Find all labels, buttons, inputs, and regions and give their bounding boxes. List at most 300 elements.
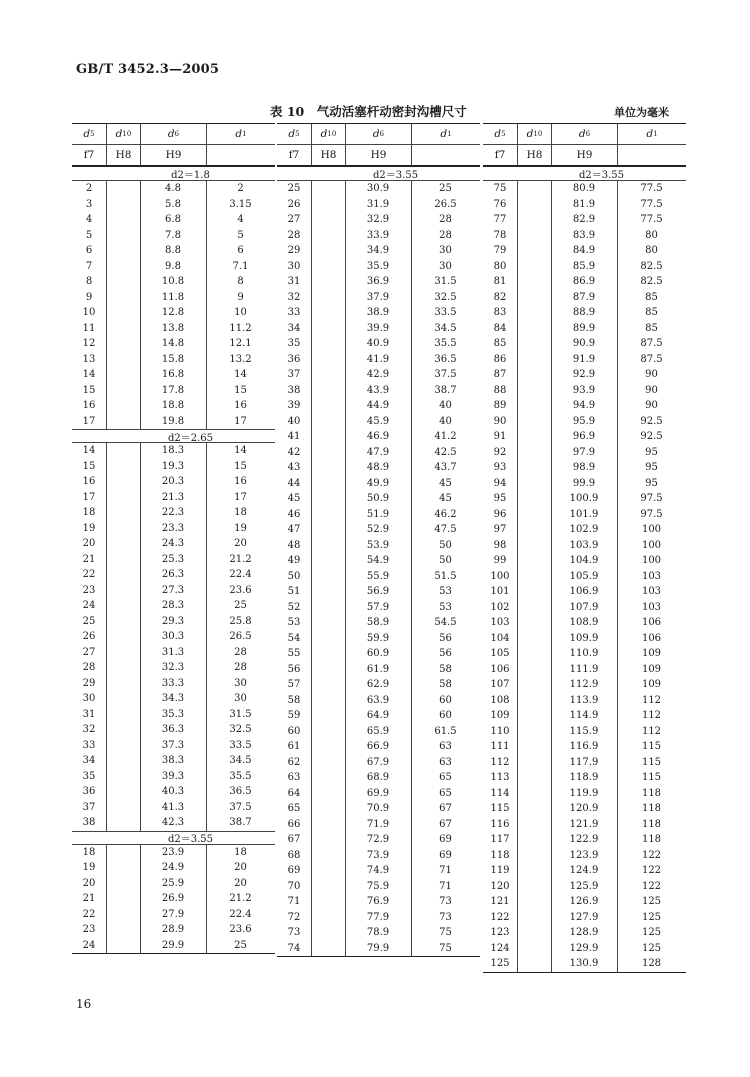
table-row — [72, 567, 275, 583]
table-row — [483, 336, 686, 352]
d1-cell: 90 — [645, 384, 658, 396]
d5-cell: 57 — [287, 679, 301, 691]
d5-cell: 105 — [490, 648, 510, 660]
d10-cell — [311, 894, 345, 910]
d10-cell — [517, 956, 551, 972]
d5-cell: 24 — [82, 939, 96, 951]
d6-cell: 111.9 — [569, 663, 599, 675]
d6-cell: 129.9 — [569, 942, 599, 954]
d5-cell: 28 — [82, 662, 96, 674]
table-row — [483, 398, 686, 414]
d6-cell: 25.9 — [161, 877, 185, 889]
table-row — [483, 321, 686, 337]
d10-cell — [517, 569, 551, 585]
table-row — [277, 212, 480, 228]
d10-cell — [517, 770, 551, 786]
group-rows — [72, 181, 275, 429]
d5-cell: 14 — [82, 369, 96, 381]
d6-cell: 125.9 — [569, 880, 599, 892]
d1-cell: 125 — [641, 911, 662, 923]
d10-cell — [517, 801, 551, 817]
table-row — [277, 755, 480, 771]
column-header: d 1 — [206, 124, 275, 144]
table-row — [483, 615, 686, 631]
d10-cell — [106, 536, 140, 552]
table-row — [483, 817, 686, 833]
table-row — [483, 352, 686, 368]
group-header: d2＝3.55 — [277, 167, 480, 181]
d6-cell: 118.9 — [569, 772, 599, 784]
table-row — [277, 476, 480, 492]
d1-cell: 30 — [439, 245, 452, 257]
d5-cell: 39 — [287, 400, 301, 412]
d1-cell: 25 — [234, 600, 247, 612]
table-row — [483, 910, 686, 926]
table-row — [72, 536, 275, 552]
d6-cell: 49.9 — [366, 477, 390, 489]
d10-cell — [311, 274, 345, 290]
d10-cell — [311, 739, 345, 755]
table-row — [277, 460, 480, 476]
d1-cell: 31.5 — [229, 708, 252, 720]
d6-cell: 102.9 — [569, 524, 599, 536]
d1-cell: 115 — [641, 772, 662, 784]
d5-cell: 69 — [287, 865, 301, 877]
d1-cell: 122 — [641, 865, 662, 877]
d10-cell — [517, 724, 551, 740]
d1-cell: 100 — [641, 524, 662, 536]
d5-cell: 8 — [85, 276, 93, 288]
d1-cell: 33.5 — [434, 307, 457, 319]
d10-cell — [517, 817, 551, 833]
d6-cell: 26.9 — [161, 893, 185, 905]
table-row — [72, 443, 275, 459]
d10-cell — [311, 786, 345, 802]
d6-cell: 33.3 — [161, 677, 185, 689]
d1-cell: 77.5 — [640, 183, 663, 195]
table-row — [72, 505, 275, 521]
d1-cell: 14 — [234, 445, 247, 457]
d6-cell: 12.8 — [161, 307, 185, 319]
d5-cell: 108 — [490, 694, 510, 706]
d1-cell: 30 — [234, 677, 247, 689]
d1-cell: 30 — [234, 693, 247, 705]
d6-cell: 87.9 — [572, 291, 596, 303]
d6-cell: 33.9 — [366, 229, 390, 241]
table-row — [483, 553, 686, 569]
d10-cell — [311, 367, 345, 383]
d1-cell: 32.5 — [229, 724, 252, 736]
d10-cell — [311, 600, 345, 616]
d6-cell: 5.8 — [165, 198, 181, 210]
d1-cell: 125 — [641, 927, 662, 939]
d10-cell — [106, 243, 140, 259]
d10-cell — [311, 615, 345, 631]
d10-cell — [517, 259, 551, 275]
d5-cell: 29 — [287, 245, 301, 257]
d5-cell: 23 — [82, 584, 96, 596]
d5-cell: 59 — [287, 710, 301, 722]
d1-cell: 100 — [641, 555, 662, 567]
d6-cell: 21.3 — [161, 491, 185, 503]
table-panel-3 — [483, 123, 686, 973]
d1-cell: 92.5 — [640, 431, 663, 443]
table-row — [483, 507, 686, 523]
d10-cell — [106, 784, 140, 800]
d5-cell: 73 — [287, 927, 301, 939]
d5-cell: 25 — [82, 615, 96, 627]
table-row — [483, 491, 686, 507]
d6-cell: 40.3 — [161, 786, 185, 798]
d5-cell: 114 — [490, 787, 510, 799]
d10-cell — [517, 398, 551, 414]
table-row — [72, 722, 275, 738]
d1-cell: 103 — [641, 601, 662, 613]
d6-cell: 24.3 — [161, 538, 185, 550]
d10-cell — [106, 459, 140, 475]
d6-cell: 67.9 — [366, 756, 390, 768]
d5-cell: 34 — [82, 755, 96, 767]
d6-cell: 31.3 — [161, 646, 185, 658]
d5-cell: 117 — [490, 834, 510, 846]
d1-cell: 45 — [439, 477, 452, 489]
d1-cell: 3.15 — [229, 198, 252, 210]
d5-cell: 123 — [490, 927, 510, 939]
d1-cell: 16 — [234, 400, 247, 412]
d5-cell: 99 — [493, 555, 507, 567]
d10-cell — [517, 631, 551, 647]
d6-cell: 41.9 — [366, 353, 390, 365]
table-row — [483, 274, 686, 290]
d10-cell — [311, 925, 345, 941]
table-row — [72, 753, 275, 769]
d5-cell: 79 — [493, 245, 507, 257]
d5-cell: 20 — [82, 538, 96, 550]
table-row — [277, 708, 480, 724]
d10-cell — [517, 522, 551, 538]
d10-cell — [106, 490, 140, 506]
d1-cell: 95 — [645, 462, 658, 474]
d5-cell: 7 — [85, 260, 93, 272]
d1-cell: 58 — [439, 679, 452, 691]
table-row — [483, 693, 686, 709]
d1-cell: 28 — [234, 662, 247, 674]
d5-cell: 81 — [493, 276, 507, 288]
d1-cell: 26.5 — [229, 631, 252, 643]
d5-cell: 60 — [287, 725, 301, 737]
d1-cell: 87.5 — [640, 353, 663, 365]
d10-cell — [311, 197, 345, 213]
d6-cell: 54.9 — [366, 555, 390, 567]
d1-cell: 12.1 — [229, 338, 252, 350]
table-row — [72, 305, 275, 321]
d1-cell: 73 — [439, 911, 452, 923]
d1-cell: 45 — [439, 493, 452, 505]
d10-cell — [517, 615, 551, 631]
d6-cell: 72.9 — [366, 834, 390, 846]
d6-cell: 32.3 — [161, 662, 185, 674]
d6-cell: 77.9 — [366, 911, 390, 923]
d10-cell — [311, 414, 345, 430]
d1-cell: 34.5 — [229, 755, 252, 767]
d6-cell: 120.9 — [569, 803, 599, 815]
table-row — [72, 583, 275, 599]
d10-cell — [106, 414, 140, 430]
d5-cell: 43 — [287, 462, 301, 474]
table-row — [483, 367, 686, 383]
table-row — [277, 445, 480, 461]
d10-cell — [106, 598, 140, 614]
d1-cell: 33.5 — [229, 739, 252, 751]
d10-cell — [311, 708, 345, 724]
table-row — [483, 476, 686, 492]
d5-cell: 2 — [85, 183, 93, 195]
column-header: d 6 — [140, 124, 206, 144]
d10-cell — [517, 584, 551, 600]
table-row — [277, 305, 480, 321]
column-header — [411, 145, 480, 165]
table-row — [277, 569, 480, 585]
table-row — [72, 352, 275, 368]
table-row — [483, 925, 686, 941]
d10-cell — [106, 629, 140, 645]
table-row — [483, 894, 686, 910]
d5-cell: 78 — [493, 229, 507, 241]
d1-cell: 30 — [439, 260, 452, 272]
d6-cell: 41.3 — [161, 801, 185, 813]
table-row — [483, 770, 686, 786]
table-row — [277, 367, 480, 383]
d10-cell — [311, 491, 345, 507]
table-row — [277, 693, 480, 709]
d6-cell: 47.9 — [366, 446, 390, 458]
d10-cell — [517, 243, 551, 259]
d5-cell: 26 — [287, 198, 301, 210]
d1-cell: 35.5 — [434, 338, 457, 350]
table-row — [72, 398, 275, 414]
d5-cell: 63 — [287, 772, 301, 784]
d5-cell: 115 — [490, 803, 510, 815]
d10-cell — [311, 305, 345, 321]
d6-cell: 26.3 — [161, 569, 185, 581]
d1-cell: 28 — [234, 646, 247, 658]
d10-cell — [106, 336, 140, 352]
d1-cell: 112 — [641, 694, 662, 706]
d6-cell: 123.9 — [569, 849, 599, 861]
d10-cell — [106, 197, 140, 213]
table-row — [277, 274, 480, 290]
d6-cell: 115.9 — [569, 725, 599, 737]
header-row-tolerances — [483, 145, 686, 167]
d5-cell: 11 — [82, 322, 96, 334]
standard-code: GB/T 3452.3—2005 — [76, 62, 220, 77]
d1-cell: 15 — [234, 460, 247, 472]
column-header: H9 — [140, 145, 206, 165]
d1-cell: 23.6 — [229, 584, 252, 596]
d5-cell: 67 — [287, 834, 301, 846]
table-row — [483, 863, 686, 879]
d6-cell: 112.9 — [569, 679, 599, 691]
d6-cell: 16.8 — [161, 369, 185, 381]
d6-cell: 64.9 — [366, 710, 390, 722]
table-row — [277, 321, 480, 337]
d5-cell: 86 — [493, 353, 507, 365]
d6-cell: 46.9 — [366, 431, 390, 443]
table-row — [277, 879, 480, 895]
header-row-symbols — [483, 124, 686, 145]
d10-cell — [106, 645, 140, 661]
d5-cell: 31 — [287, 276, 301, 288]
d10-cell — [517, 228, 551, 244]
d1-cell: 73 — [439, 896, 452, 908]
table-row — [277, 631, 480, 647]
table-row — [483, 259, 686, 275]
d1-cell: 54.5 — [434, 617, 457, 629]
d6-cell: 11.8 — [161, 291, 185, 303]
d6-cell: 128.9 — [569, 927, 599, 939]
page-number: 16 — [76, 997, 92, 1011]
d1-cell: 16 — [234, 476, 247, 488]
d1-cell: 8 — [237, 276, 244, 288]
table-row — [277, 662, 480, 678]
d1-cell: 13.2 — [229, 353, 252, 365]
d10-cell — [106, 891, 140, 907]
unit-note: 单位为毫米 — [614, 106, 669, 119]
d6-cell: 78.9 — [366, 927, 390, 939]
d1-cell: 65 — [439, 772, 452, 784]
d5-cell: 62 — [287, 756, 301, 768]
d1-cell: 28 — [439, 229, 452, 241]
d6-cell: 59.9 — [366, 632, 390, 644]
d6-cell: 119.9 — [569, 787, 599, 799]
table-row — [277, 770, 480, 786]
d6-cell: 53.9 — [366, 539, 390, 551]
group-rows — [72, 443, 275, 831]
table-row — [277, 507, 480, 523]
table-row — [72, 891, 275, 907]
column-header — [206, 145, 275, 165]
column-header: d 10 — [311, 124, 345, 144]
d5-cell: 91 — [493, 431, 507, 443]
d6-cell: 7.8 — [165, 229, 181, 241]
d6-cell: 23.9 — [161, 846, 185, 858]
d5-cell: 48 — [287, 539, 301, 551]
d10-cell — [517, 181, 551, 197]
table-row — [277, 677, 480, 693]
d1-cell: 9 — [237, 291, 244, 303]
d10-cell — [517, 383, 551, 399]
group-rows — [277, 181, 480, 956]
d6-cell: 83.9 — [572, 229, 596, 241]
d1-cell: 21.2 — [229, 893, 252, 905]
d10-cell — [106, 567, 140, 583]
d1-cell: 118 — [641, 803, 662, 815]
d6-cell: 126.9 — [569, 896, 599, 908]
d6-cell: 35.9 — [366, 260, 390, 272]
table-row — [277, 491, 480, 507]
d6-cell: 48.9 — [366, 462, 390, 474]
d5-cell: 95 — [493, 493, 507, 505]
d10-cell — [311, 181, 345, 197]
d10-cell — [517, 212, 551, 228]
d1-cell: 25.8 — [229, 615, 252, 627]
d5-cell: 100 — [490, 570, 510, 582]
d5-cell: 36 — [287, 353, 301, 365]
d6-cell: 29.9 — [161, 939, 185, 951]
d6-cell: 42.3 — [161, 817, 185, 829]
d1-cell: 115 — [641, 756, 662, 768]
column-header: f7 — [494, 149, 506, 161]
d1-cell: 128 — [641, 958, 662, 970]
d10-cell — [517, 600, 551, 616]
d1-cell: 22.4 — [229, 569, 252, 581]
d6-cell: 18.3 — [161, 445, 185, 457]
d10-cell — [517, 460, 551, 476]
table-row — [277, 894, 480, 910]
table-row — [72, 907, 275, 923]
d5-cell: 54 — [287, 632, 301, 644]
d10-cell — [517, 197, 551, 213]
d6-cell: 18.8 — [161, 400, 185, 412]
d6-cell: 75.9 — [366, 880, 390, 892]
table-row — [72, 552, 275, 568]
d10-cell — [311, 832, 345, 848]
table-row — [277, 925, 480, 941]
table-row — [277, 414, 480, 430]
d10-cell — [311, 910, 345, 926]
d10-cell — [517, 352, 551, 368]
d5-cell: 53 — [287, 617, 301, 629]
table-row — [72, 321, 275, 337]
d5-cell: 75 — [493, 183, 507, 195]
d1-cell: 17 — [234, 415, 247, 427]
table-row — [483, 708, 686, 724]
table-panel-2 — [277, 123, 480, 957]
table-row — [277, 352, 480, 368]
d5-cell: 68 — [287, 849, 301, 861]
table-row — [483, 429, 686, 445]
d10-cell — [106, 505, 140, 521]
table-panel-1 — [72, 123, 275, 954]
table-row — [483, 677, 686, 693]
table-row — [72, 598, 275, 614]
d5-cell: 76 — [493, 198, 507, 210]
d10-cell — [517, 755, 551, 771]
table-row — [72, 521, 275, 537]
column-header: d 6 — [551, 124, 617, 144]
d6-cell: 36.9 — [366, 276, 390, 288]
table-row — [72, 860, 275, 876]
d10-cell — [517, 693, 551, 709]
d6-cell: 84.9 — [572, 245, 596, 257]
d5-cell: 13 — [82, 353, 96, 365]
table-row — [72, 474, 275, 490]
table-row — [483, 414, 686, 430]
table-row — [483, 600, 686, 616]
d6-cell: 107.9 — [569, 601, 599, 613]
d10-cell — [106, 181, 140, 197]
d5-cell: 36 — [82, 786, 96, 798]
d10-cell — [106, 521, 140, 537]
d6-cell: 42.9 — [366, 369, 390, 381]
d6-cell: 92.9 — [572, 369, 596, 381]
d1-cell: 10 — [234, 307, 247, 319]
d10-cell — [106, 876, 140, 892]
table-row — [483, 383, 686, 399]
d6-cell: 9.8 — [165, 260, 181, 272]
d1-cell: 60 — [439, 694, 452, 706]
d10-cell — [311, 801, 345, 817]
